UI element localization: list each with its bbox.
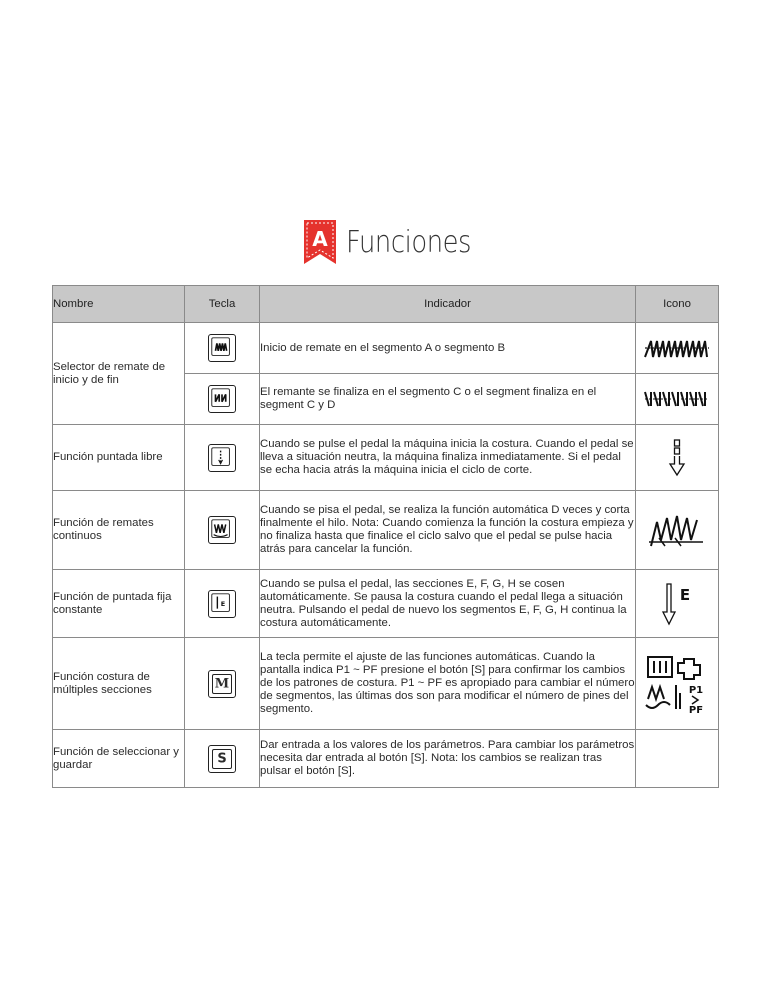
row-indicator: El remante se finaliza en el segmento C o el segment finaliza en el segment C y D <box>260 374 636 425</box>
page-header <box>0 218 771 271</box>
column-header-key: Tecla <box>185 286 260 323</box>
row-indicator: Cuando se pisa el pedal, se realiza la función automática D veces y corta finalmente el hilo. Nota: Cuando comienza la función la costura empieza y no finaliza hasta que finalice el ciclo salvo que el pedal se pulse hacia atrás para cancelar la función. <box>260 491 636 570</box>
icon-cell <box>636 374 719 425</box>
table-row <box>53 491 719 570</box>
key-cell <box>185 374 260 425</box>
table-row <box>53 638 719 730</box>
key-cell <box>185 570 260 638</box>
row-name: Función de seleccionar y guardar <box>53 730 185 788</box>
row-indicator: La tecla permite el ajuste de las funciones automáticas. Cuando la pantalla indica P1 ~ PF presione el botón [S] para confirmar los cambios de los patrones de costura. P1 ~ PF es apropiado para cambiar el número de segmentos, las últimas dos son para modificar el número de pines del segmento. <box>260 638 636 730</box>
table-row <box>53 730 719 788</box>
icon-cell <box>636 323 719 374</box>
row-indicator: Cuando se pulse el pedal la máquina inicia la costura. Cuando el pedal se lleva a situación neutra, la máquina finaliza inmediatamente. Si el pedal se echa hacia atrás la máquina inicia el ciclo de corte. <box>260 425 636 491</box>
icon-cell <box>636 570 719 638</box>
icon-cell <box>636 425 719 491</box>
row-indicator: Cuando se pulsa el pedal, las secciones E, F, G, H se cosen automáticamente. Se pausa la costura cuando el pedal llega a situación neutra. Pulsando el pedal de nuevo los segmentos E, F, G, H continua la costura automáticamente. <box>260 570 636 638</box>
end-backtack-key-icon <box>208 385 236 413</box>
icon-letter-e: E <box>679 585 691 604</box>
icon-cell-empty <box>636 730 719 788</box>
brand-badge-icon <box>302 218 338 266</box>
row-name: Función costura de múltiples secciones <box>53 638 185 730</box>
key-cell <box>185 425 260 491</box>
key-cell <box>185 491 260 570</box>
continuous-backtack-pattern-icon <box>647 510 707 550</box>
icon-cell <box>636 638 719 730</box>
table-row <box>53 323 719 374</box>
page-title: Funciones <box>345 224 471 260</box>
column-header-name: Nombre <box>53 286 185 323</box>
key-cell <box>185 730 260 788</box>
row-name: Función puntada libre <box>53 425 185 491</box>
end-backtack-pattern-icon <box>643 388 711 410</box>
table-row <box>53 425 719 491</box>
column-header-indicator: Indicador <box>260 286 636 323</box>
free-stitch-key-icon <box>208 444 236 472</box>
free-stitch-down-arrow-icon <box>667 438 687 478</box>
constant-stitch-key-icon <box>208 590 236 618</box>
icon-cell <box>636 491 719 570</box>
key-cell <box>185 323 260 374</box>
key-letter-s: S <box>217 751 227 766</box>
multi-section-key[interactable] <box>208 670 236 698</box>
continuous-backtack-key-icon <box>208 516 236 544</box>
functions-table <box>52 285 719 788</box>
badge-letter: A <box>312 227 328 251</box>
start-backtack-key-icon <box>208 334 236 362</box>
column-header-icon: Icono <box>636 286 719 323</box>
row-indicator: Dar entrada a los valores de los parámetros. Para cambiar los parámetros necesita dar entrada al botón [S]. Nota: los cambios se realizan tras pulsar el botón [S]. <box>260 730 636 788</box>
icon-label-p1: P1 <box>688 684 704 696</box>
start-backtack-pattern-icon <box>643 337 711 359</box>
row-name: Selector de remate de inicio y de fin <box>53 323 185 425</box>
table-row <box>53 570 719 638</box>
row-name: Función de puntada fija constante <box>53 570 185 638</box>
key-letter-m: M <box>214 676 230 691</box>
key-letter-e: E <box>220 599 226 608</box>
row-name: Función de remates continuos <box>53 491 185 570</box>
constant-stitch-arrow-icon <box>660 582 694 626</box>
multi-section-patterns-icon <box>642 653 712 715</box>
table-header-row <box>53 286 719 323</box>
icon-label-pf: PF <box>688 704 704 715</box>
key-cell <box>185 638 260 730</box>
select-save-key[interactable] <box>208 745 236 773</box>
row-indicator: Inicio de remate en el segmento A o segmento B <box>260 323 636 374</box>
